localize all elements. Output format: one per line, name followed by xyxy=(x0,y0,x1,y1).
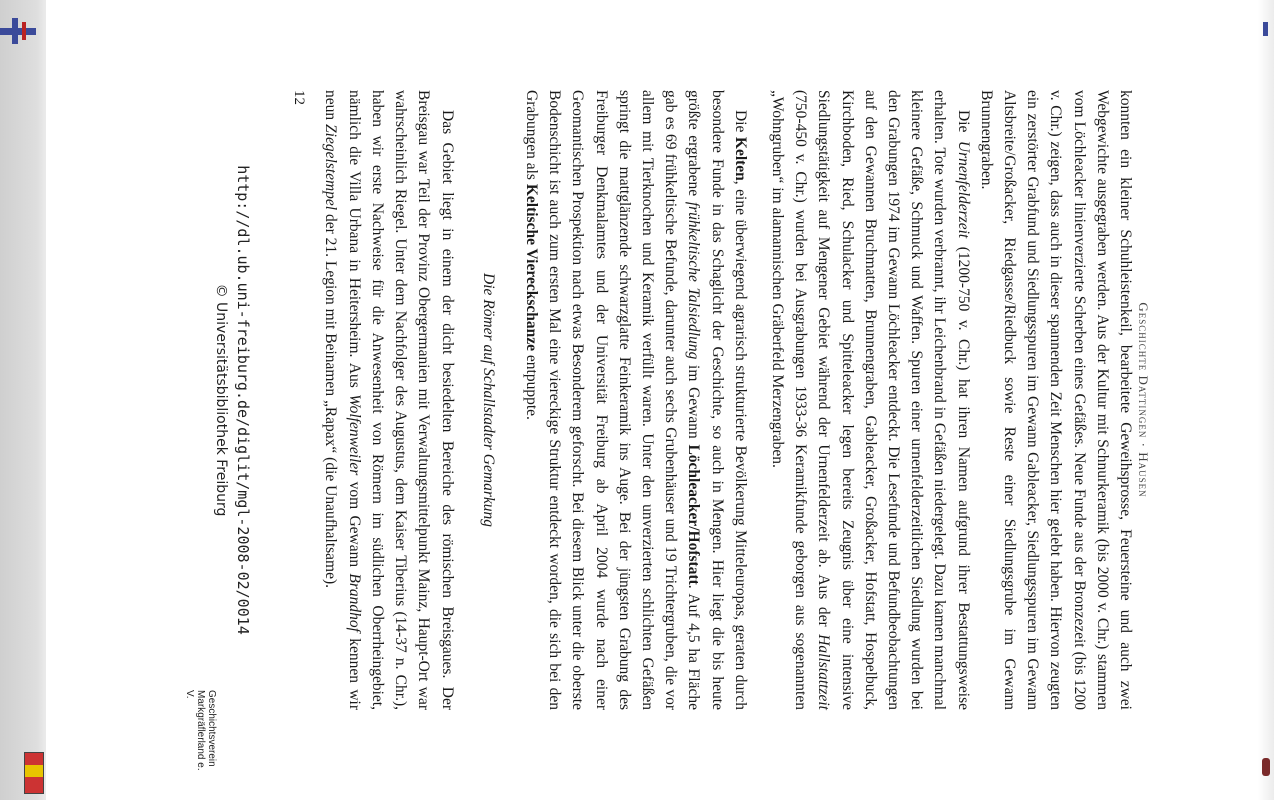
text-column xyxy=(319,90,1137,710)
viewer-logo-accent xyxy=(22,22,26,40)
text-run: Das Gebiet liegt in einem der dicht besiedelten Bereiche des römischen Breisgaues. Der Breisgau war Teil der Provinz Obergermanien mit Verwaltungsmittelpunkt Mainz, Haupt-Ort war wahrscheinlich Riegel. Unter dem Nachfolger des Augustus, dem Kaiser Tiberius (14-37 n. Chr.), haben wir erste Nachweise für die Anwesenheit von Römern im südlichen Oberrheingebiet, nämlich die Villa Urbana in Heitersheim. Aus xyxy=(345,90,456,710)
running-head: Geschichte Dattingen · Hausen xyxy=(1136,302,1151,498)
paragraph-roemer xyxy=(319,90,458,710)
publisher-name: Geschichtsverein Markgräflerland e. V. xyxy=(184,690,217,771)
viewer-logo-icon xyxy=(0,28,36,35)
text-run: , eine überwiegend agrarisch strukturierte Bevölkerung Mitteleuropas, geraten durch besondere Funde in das Schaglicht der Geschichte, so auch in Mengen. Hier liegt die bis heute größte ergrabene xyxy=(685,90,749,710)
text-run: der 21. Legion mit Beinamen „Rapax“ (die Unaufhaltsame). xyxy=(322,210,340,589)
term-ziegelstempel: Ziegelstempel xyxy=(322,124,340,211)
intro-text: konnten ein kleiner Schuhleistenkeil, bearbeitete Geweihsprosse, Feuersteine und auch zwei Webgewichte ausgegraben werden. Aus der Kultur mit Schnurkeramik (bis 2000 v. Chr.) stammen vom Löchleacker linienverzierte Scherben eines Gefäßes. Neue Funde aus der Bronzezeit (bis 1200 v. Chr.) zeigen, dass auch in dieser spannenden Zeit Menschen hier gelebt haben. Hiervon zeugten ein zerstörter Grabfund und Siedlungsspuren im Gewann Gableacker, Siedlungsspuren im Gewann Altsbreite/Großacker, Riedgasse/Riedbuck sowie Reste einer Siedlungsgrube im Gewann Brunnengraben. xyxy=(977,90,1134,710)
text-run: . Auf 4,5 ha Fläche gab es 69 frühkeltische Befunde, darunter auch sechs Grubenhäuser und 19 Trichtergruben, die vor allem mit Tierknochen und Keramik verfüllt waren. Unter den unverzierten schlichten Gefäßen springt die mattglänzende schwarzglatte Feinkeramik ins Auge. Bei der jüngsten Grabung des Freiburger Denkmalamtes und der Universität Freiburg ab April 2004 wurde nach einer Geomantischen Prospektion nach etwas Besonderem geforscht. Bei diesem Blick unter die oberste Bodenschicht ist auch zum ersten Mal eine viereckige Struktur entdeckt worden, die sich bei den Grabungen als xyxy=(522,90,703,710)
term-kelten: Kelten xyxy=(731,136,749,181)
permalink-url[interactable]: http://dl.ub.uni-freiburg.de/diglit/mgl-2008-02/0014 xyxy=(234,165,252,635)
term-viereckschanze: Keltische Viereckschanze xyxy=(522,183,540,352)
coat-of-arms-icon xyxy=(24,752,44,794)
text-run: (1200-750 v. Chr.) hat ihren Namen aufgrund ihrer Bestattungsweise erhalten. Tote wurden verbrannt, ihr Leichenbrand in Gefäßen niedergelegt. Dazu kamen manchmal kleinere Gefäße, Schmuck und Waffen. Spuren einer urnenfelderzeitlichen Siedlung wurden bei den Grabungen 1974 im Gewann Löchleacker entdeckt. Die Lesefunde und Befundbeobachtungen auf den Gewannen Bruchmatten, Brunnengraben, Gableacker, Großacker, Hofstatt, Hospelbuck, Kirchboden, Ried, Schulacker und Spitteleacker legen bereits Zeugnis über eine intensive Siedlungstätigkeit auf Mengener Gebiet während der Urnenfelderzeit ab. Aus der xyxy=(815,90,972,710)
crest-edge-icon xyxy=(1262,758,1270,776)
term-talsiedlung: frühkeltische Talsiedlung xyxy=(685,201,703,360)
scanned-page xyxy=(137,50,1151,771)
term-loechleacker: Löchleacker/Hofstatt xyxy=(685,444,703,585)
text-run: vom Gewann xyxy=(345,475,363,574)
paragraph-kelten xyxy=(520,90,752,710)
text-run: kennen wir neun xyxy=(322,90,363,710)
viewer-mark-icon xyxy=(1263,22,1268,36)
text-run: im Gewann xyxy=(685,359,703,445)
term-hallstattzeit: Hallstattzeit xyxy=(815,634,833,710)
text-run: Die xyxy=(954,110,972,141)
viewer-logo-bar xyxy=(12,18,18,44)
page-number: 12 xyxy=(291,90,307,105)
text-run: Die xyxy=(731,110,749,137)
section-heading: Die Römer auf Schallstadter Gemarkung xyxy=(479,273,497,527)
text-run: entpuppte. xyxy=(522,351,540,420)
scan-right-margin xyxy=(1258,0,1274,800)
term-wolfenweiler: Wolfenweiler xyxy=(345,394,363,476)
copyright-notice: © Universitätsbibliothek Freiburg xyxy=(213,283,229,517)
paragraph-urnenfelder xyxy=(766,90,975,710)
text-run: (750-450 v. Chr.) wurden bei Ausgrabungen 1933-36 Keramikfunde geborgen aus sogenannten „Wohngruben“ im alamannischen Gräberfeld Merzengraben. xyxy=(768,90,810,710)
term-brandhof: Brandhof xyxy=(345,573,363,632)
paragraph-intro xyxy=(975,90,1137,710)
term-urnenfelderzeit: Urnenfelderzeit xyxy=(954,140,972,239)
scan-left-margin xyxy=(0,0,46,800)
